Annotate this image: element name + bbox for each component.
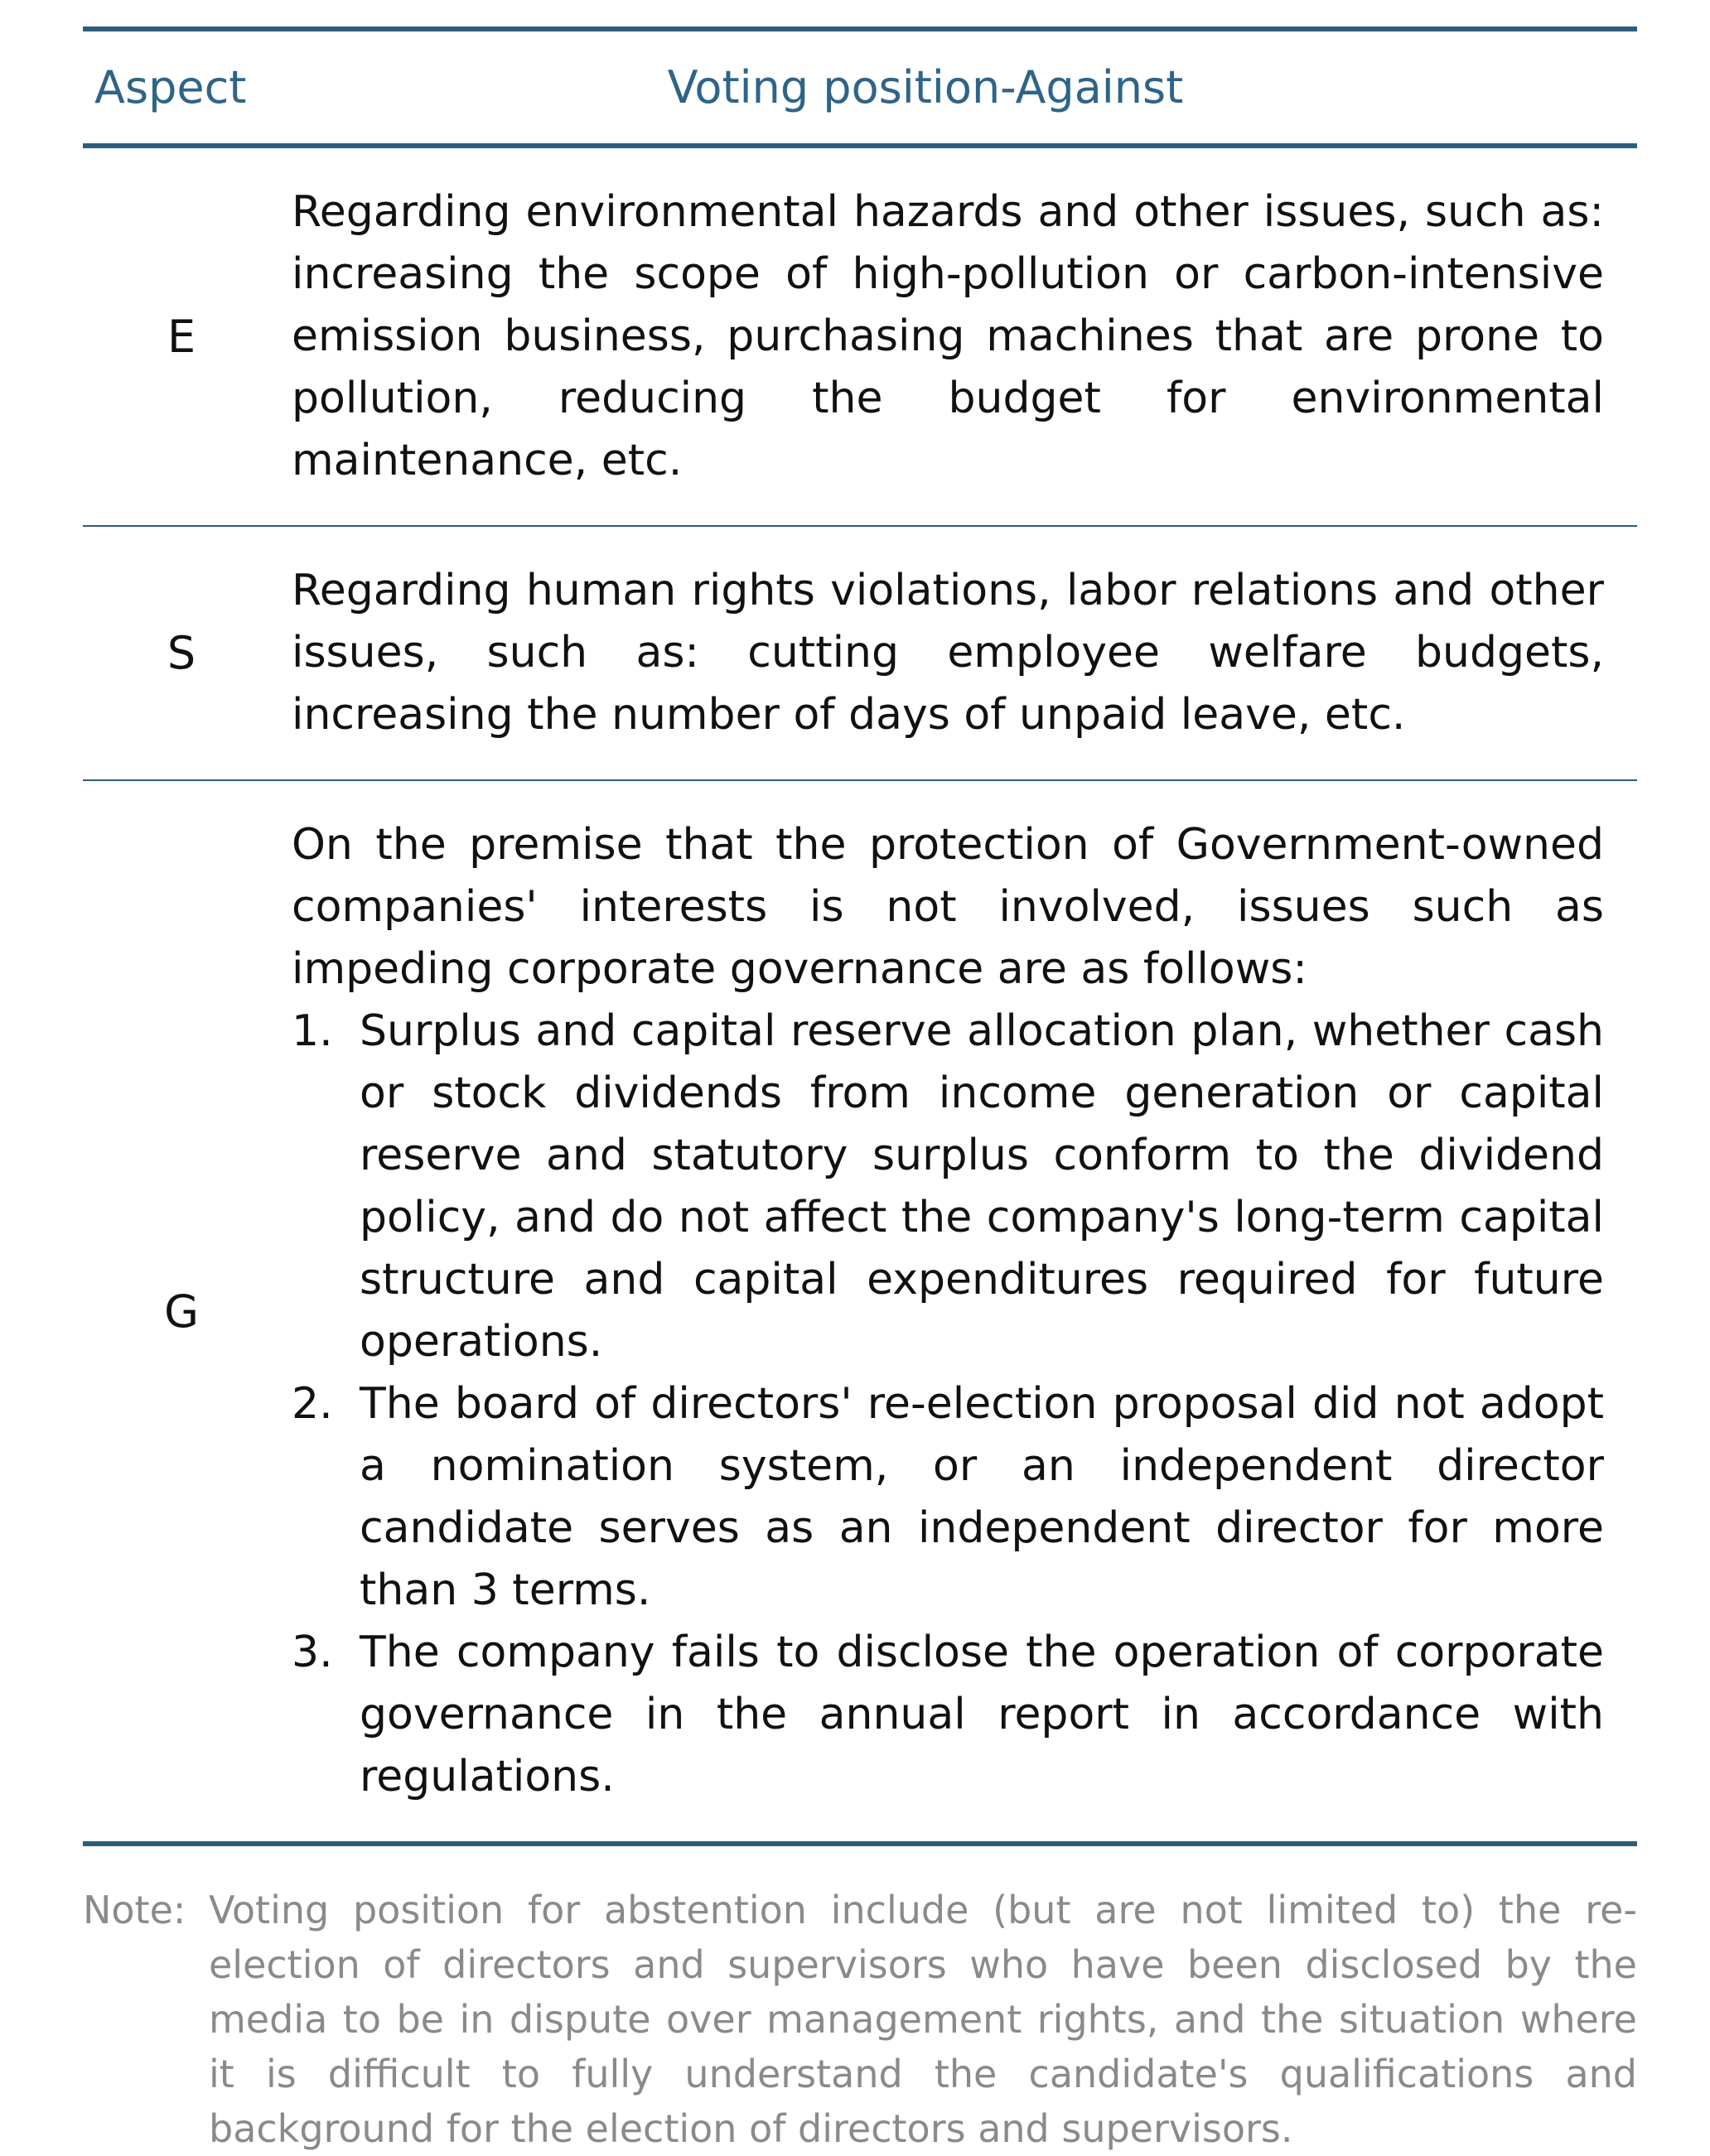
aspect-cell-e: E	[167, 311, 196, 363]
list-item-text: Surplus and capital reserve allocation plan, whether cash or stock dividends from income generation or capital reserve and statutory surplus conform to the dividend policy, and do not affect the company's long-term capital structure and capital expenditures required for future operations.	[360, 1006, 1604, 1367]
list-item	[292, 1001, 1604, 1373]
table-row-governance	[83, 780, 1637, 1844]
position-cell-s: Regarding human rights violations, labor relations and other issues, such as: cutting employee welfare budgets, increasing the number of days of unpaid leave, etc.	[292, 566, 1604, 740]
list-item-number: 1.	[292, 1006, 333, 1056]
note-text: Voting position for abstention include (but are not limited to) the re-election of directors and supervisors who have been disclosed by the media to be in dispute over management rights, and the situation where it is difficult to fully understand the candidate's qualifications and background for the election of directors and supervisors.	[209, 1888, 1637, 2151]
table-note	[83, 1883, 1637, 2156]
table-header-row	[83, 29, 1637, 146]
list-item-text: The company fails to disclose the operation of corporate governance in the annual report in accordance with regulations.	[360, 1628, 1604, 1801]
document	[83, 27, 1637, 2156]
note-label: Note:	[83, 1888, 186, 1932]
aspect-column-header: Aspect	[94, 61, 247, 113]
list-item	[292, 1373, 1604, 1622]
aspect-cell-s: S	[167, 627, 196, 679]
position-cell-e: Regarding environmental hazards and other issues, such as: increasing the scope of high-pollution or carbon-intensive emission business, purchasing machines that are prone to pollution, reducing the budget for environmental maintenance, etc.	[292, 187, 1604, 485]
position-cell-g	[280, 780, 1637, 1844]
table-row-environmental	[83, 146, 1637, 526]
voting-policy-table	[83, 27, 1637, 1846]
list-item-number: 2.	[292, 1379, 333, 1429]
list-item-text: The board of directors' re-election proposal did not adopt a nomination system, or an independent director candidate serves as an independent director for more than 3 terms.	[360, 1379, 1604, 1615]
governance-list	[292, 1001, 1604, 1808]
table-row-social	[83, 526, 1637, 780]
voting-position-column-header: Voting position-Against	[667, 61, 1184, 113]
list-item	[292, 1622, 1604, 1808]
list-item-number: 3.	[292, 1628, 333, 1677]
governance-intro: On the premise that the protection of Government-owned companies' interests is not involved, issues such as impeding corporate governance are as follows:	[292, 820, 1604, 994]
aspect-cell-g: G	[164, 1285, 199, 1338]
